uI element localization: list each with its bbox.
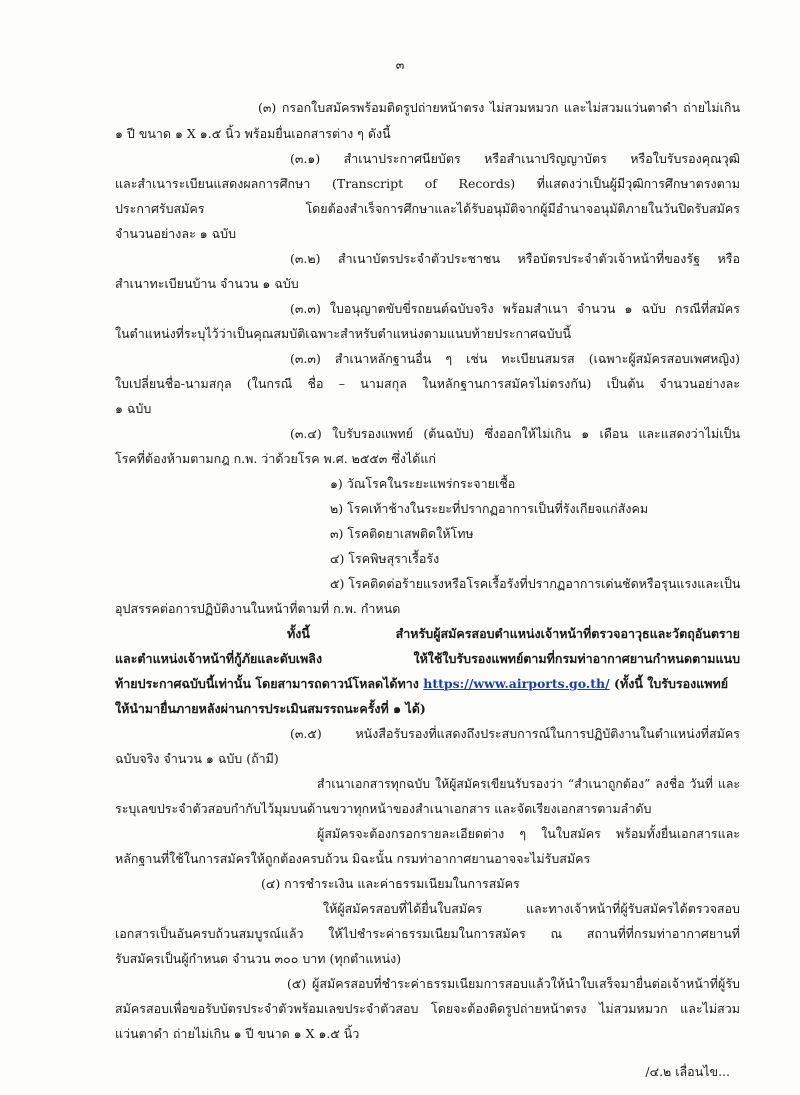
text-line: สมัครสอบเพื่อขอรับบัตรประจำตัวพร้อมเลขประจำตัวสอบ โดยจะต้องติดรูปถ่ายหน้าตรง ไม่สวมหมวก และไม่สวม	[115, 1001, 740, 1016]
page-number: ๓	[395, 57, 405, 72]
text-line: สำเนาเอกสารทุกฉบับ ให้ผู้สมัครเขียนรับรองว่า “สำเนาถูกต้อง” ลงชื่อ วันที่ และ	[317, 777, 740, 791]
footer-continuation: /๔.๒ เลื่อนไข...	[645, 1064, 730, 1079]
text-line: ๑) วัณโรคในระยะแพร่กระจายเชื้อ	[330, 476, 516, 491]
text-line: รับสมัครเป็นผู้กำหนด จำนวน ๓๐๐ บาท (ทุกตำแหน่ง)	[115, 951, 402, 966]
text-line	[115, 674, 740, 694]
airports-website-link[interactable]: https://www.airports.go.th/	[423, 676, 610, 691]
text-line: และตำแหน่งเจ้าหน้าที่กู้ภัยและดับเพลิง ให้ใช้ใบรับรองแพทย์ตามที่กรมท่าอากาศยานกำหนดตามแนบ	[115, 651, 740, 666]
text-line: (๓.๕) หนังสือรับรองที่แสดงถึงประสบการณ์ในการปฏิบัติงานในตำแหน่งที่สมัคร	[290, 726, 740, 741]
text-line: (๓) กรอกใบสมัครพร้อมติดรูปถ่ายหน้าตรง ไม่สวมหมวก และไม่สวมแว่นตาดำ ถ่ายไม่เกิน	[258, 100, 740, 115]
line-text-after-link: (ทั้งนี้ ใบรับรองแพทย์	[609, 676, 729, 691]
text-line: ทั้งนี้ สำหรับผู้สมัครสอบตำแหน่งเจ้าหน้าที่ตรวจอาวุธและวัตถุอันตราย	[287, 626, 740, 641]
text-line: หลักฐานที่ใช้ในการสมัครให้ถูกต้องครบถ้วน มิฉะนั้น กรมท่าอากาศยานอาจจะไม่รับสมัคร	[115, 851, 591, 866]
text-line: ๓) โรคติดยาเสพติดให้โทษ	[330, 526, 474, 541]
text-line: (๓.๔) ใบรับรองแพทย์ (ต้นฉบับ) ซึ่งออกให้ไม่เกิน ๑ เดือน และแสดงว่าไม่เป็น	[290, 426, 740, 441]
text-line: (๔) การชำระเงิน และค่าธรรมเนียมในการสมัคร	[261, 876, 520, 891]
text-line: โรคที่ต้องห้ามตามกฎ ก.พ. ว่าด้วยโรค พ.ศ. ๒๕๕๓ ซึ่งได้แก่	[115, 451, 436, 466]
text-line: (๓.๑) สำเนาประกาศนียบัตร หรือสำเนาปริญญาบัตร หรือใบรับรองคุณวุฒิ	[290, 151, 740, 166]
line-text: ท้ายประกาศฉบับนี้เท่านั้น โดยสามารถดาวน์โหลดได้ทาง	[115, 676, 424, 691]
text-line: ในตำแหน่งที่ระบุไว้ว่าเป็นคุณสมบัติเฉพาะสำหรับตำแหน่งตามแนบท้ายประกาศฉบับนี้	[115, 326, 571, 341]
text-line: (๓.๒) สำเนาบัตรประจำตัวประชาชน หรือบัตรประจำตัวเจ้าหน้าที่ของรัฐ หรือ	[290, 251, 740, 266]
text-line: จำนวนอย่างละ ๑ ฉบับ	[115, 226, 237, 241]
text-line: ระบุเลขประจำตัวสอบกำกับไว้มุมบนด้านขวาทุกหน้าของสำเนาเอกสาร และจัดเรียงเอกสารตามลำดับ	[115, 801, 652, 816]
text-line: และสำเนาระเบียนแสดงผลการศึกษา (Transcript of Records) ที่แสดงว่าเป็นผู้มีวุฒิการศึกษาตรงตาม	[115, 176, 740, 191]
text-line: (๓.๓) ใบอนุญาตขับขี่รถยนต์ฉบับจริง พร้อมสำเนา จำนวน ๑ ฉบับ กรณีที่สมัคร	[290, 301, 740, 316]
text-line: ๑ ฉบับ	[115, 401, 152, 416]
text-line: ๕) โรคติดต่อร้ายแรงหรือโรคเรื้อรังที่ปรากฏอาการเด่นชัดหรือรุนแรงและเป็น	[330, 576, 741, 591]
text-line: แว่นตาดำ ถ่ายไม่เกิน ๑ ปี ขนาด ๑ X ๑.๕ นิ้ว	[115, 1026, 360, 1041]
text-line: ใบเปลี่ยนชื่อ-นามสกุล (ในกรณี ชื่อ – นามสกุล ในหลักฐานการสมัครไม่ตรงกัน) เป็นต้น จำนวนอย่างละ	[115, 376, 740, 391]
text-line: (๕) ผู้สมัครสอบที่ชำระค่าธรรมเนียมการสอบแล้วให้นำใบเสร็จมายื่นต่อเจ้าหน้าที่ผู้รับ	[287, 976, 740, 991]
text-line: ให้ผู้สมัครสอบที่ได้ยื่นใบสมัคร และทางเจ้าหน้าที่ผู้รับสมัครได้ตรวจสอบ	[323, 901, 740, 916]
text-line: (๓.๓) สำเนาหลักฐานอื่น ๆ เช่น ทะเบียนสมรส (เฉพาะผู้สมัครสอบเพศหญิง)	[290, 351, 740, 366]
text-line: สำเนาทะเบียนบ้าน จำนวน ๑ ฉบับ	[115, 276, 299, 291]
text-line: ๑ ปี ขนาด ๑ X ๑.๕ นิ้ว พร้อมยื่นเอกสารต่าง ๆ ดังนี้	[115, 126, 391, 141]
text-line: ประกาศรับสมัคร โดยต้องสำเร็จการศึกษาและได้รับอนุมัติจากผู้มีอำนาจอนุมัติภายในวันปิดรับสมัคร	[115, 201, 740, 216]
text-line: ผู้สมัครจะต้องกรอกรายละเอียดต่าง ๆ ในใบสมัคร พร้อมทั้งยื่นเอกสารและ	[317, 826, 740, 841]
text-line: อุปสรรคต่อการปฏิบัติงานในหน้าที่ตามที่ ก.พ. กำหนด	[115, 601, 401, 616]
text-line: ๔) โรคพิษสุราเรื้อรัง	[330, 551, 440, 566]
text-line: ฉบับจริง จำนวน ๑ ฉบับ (ถ้ามี)	[115, 751, 279, 766]
text-line: ให้นำมายื่นภายหลังผ่านการประเมินสมรรถนะครั้งที่ ๑ ได้)	[115, 701, 426, 716]
text-line: เอกสารเป็นอันครบถ้วนสมบูรณ์แล้ว ให้ไปชำระค่าธรรมเนียมในการสมัคร ณ สถานที่ที่กรมท่าอากาศยานที่	[115, 926, 740, 941]
text-line: ๒) โรคเท้าช้างในระยะที่ปรากฏอาการเป็นที่รังเกียจแก่สังคม	[330, 501, 649, 516]
